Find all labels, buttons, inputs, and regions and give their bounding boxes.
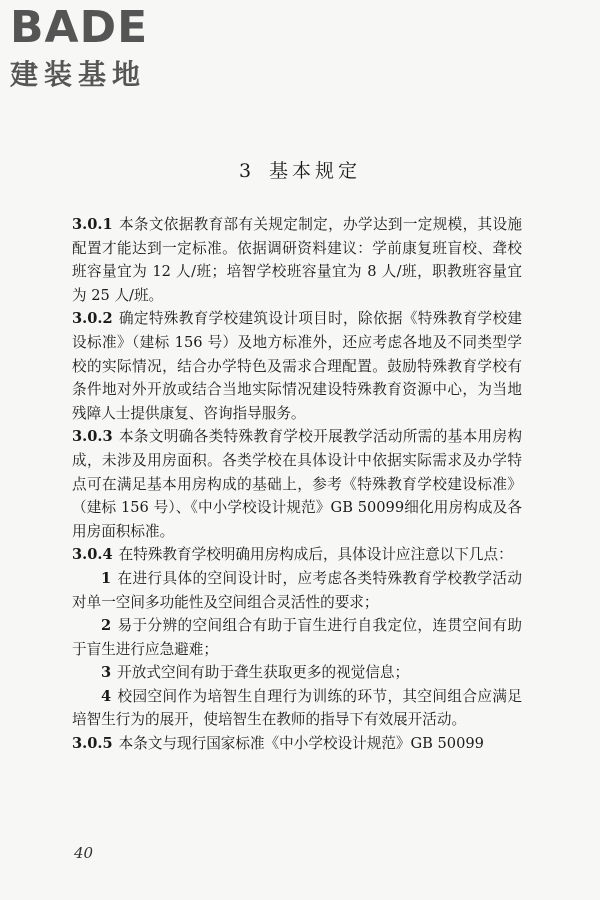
clause-number: 3.0.2	[72, 310, 113, 328]
clause-text: 本条文依据教育部有关规定制定，办学达到一定规模，其设施配置才能达到一定标准。依据调研资料建议：学前康复班盲校、聋校班容量宜为 12 人/班；培智学校班容量宜为 8 人/班，职教班容量宜为 25 人/班。	[72, 216, 522, 304]
clause-text: 本条文与现行国家标准《中小学校设计规范》GB 50099	[118, 735, 484, 753]
item-text: 开放式空间有助于聋生获取更多的视觉信息；	[117, 664, 410, 682]
clause-3-0-4	[72, 543, 522, 567]
clause-3-0-5	[72, 732, 522, 756]
logo-brand-cn: 建装基地	[10, 58, 147, 91]
clause-number: 3.0.1	[72, 216, 113, 233]
clause-text: 确定特殊教育学校建筑设计项目时，除依据《特殊教育学校建设标准》（建标 156 号）及地方标准外，还应考虑各地及不同类型学校的实际情况，结合办学特色及需求合理配置。鼓励特殊教育学校有条件地对外开放或结合当地实际情况建设特殊教育资源中心，为当地残障人士提供康复、咨询指导服务。	[72, 310, 522, 422]
item-text: 易于分辨的空间组合有助于盲生进行自我定位，连贯空间有助于盲生进行应急避难；	[72, 617, 522, 658]
clause-number: 3.0.3	[72, 428, 113, 446]
item-number: 1	[101, 569, 112, 587]
clause-3-0-3	[72, 425, 522, 543]
clause-text: 在特殊教育学校明确用房构成后，具体设计应注意以下几点：	[118, 546, 513, 564]
chapter-title	[0, 156, 600, 183]
list-item	[72, 567, 522, 614]
chapter-title-text: 基本规定	[269, 160, 362, 182]
list-item	[72, 685, 522, 732]
chapter-number: 3	[238, 160, 256, 182]
logo-brand-en: BADE	[10, 2, 149, 53]
item-text: 在进行具体的空间设计时，应考虑各类特殊教育学校教学活动对单一空间多功能性及空间组合灵活性的要求；	[72, 569, 522, 611]
list-item	[72, 614, 522, 661]
clause-number: 3.0.4	[72, 546, 113, 564]
item-number: 3	[101, 664, 112, 682]
clause-3-0-1	[72, 213, 522, 307]
clause-number: 3.0.5	[72, 735, 113, 753]
page-number: 40	[74, 844, 94, 862]
list-item	[72, 661, 522, 685]
clause-text: 本条文明确各类特殊教育学校开展教学活动所需的基本用房构成，未涉及用房面积。各类学校在具体设计中依据实际需求及办学特点可在满足基本用房构成的基础上，参考《特殊教育学校建设标准》（建标 156 号）、《中小学校设计规范》GB 50099细化用房构成及各用房面积标准。	[72, 428, 522, 540]
page-body	[72, 213, 522, 756]
clause-3-0-2	[72, 307, 522, 425]
item-number: 4	[101, 687, 112, 705]
bade-logo	[10, 4, 180, 92]
item-text: 校园空间作为培智生自理行为训练的环节，其空间组合应满足培智生行为的展开，使培智生在教师的指导下有效展开活动。	[72, 687, 522, 729]
item-number: 2	[101, 617, 112, 635]
